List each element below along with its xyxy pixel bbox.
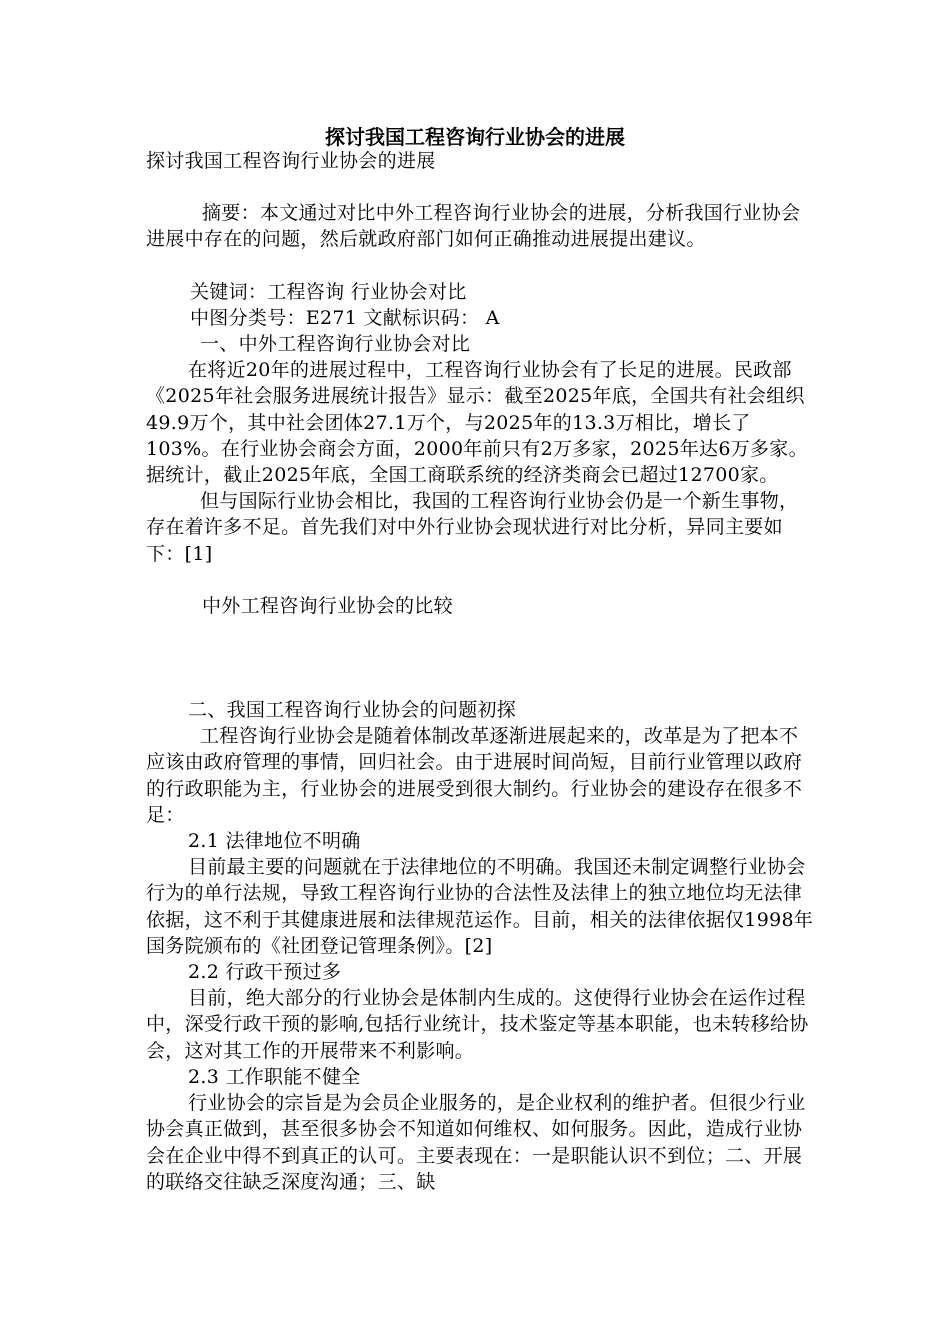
subsection-2-2-text: 目前，绝大部分的行业协会是体制内生成的。这使得行业协会在运作过程中，深受行政干预的影响,包括行业统计，技术鉴定等基本职能，也未转移给协会，这对其工作的开展带来不利影响。 <box>146 987 809 1062</box>
spacer <box>146 567 816 593</box>
classification-line: 中图分类号：E271 文献标识码： A <box>190 306 500 329</box>
section-1-paragraph-1: 在将近20年的进展过程中，工程咨询行业协会有了长足的进展。民政部《2025年社会服务进展统计报告》显示：截至2025年底，全国共有社会组织49.9万个，其中社会团体27.1万个，与2025年的13.3万相比，增长了103%。在行业协会商会方面，2000年前只有2万多家，2025年达6万多家。据统计，截止2025年底，全国工商联系统的经济类商会已超过12700家。 <box>146 359 808 487</box>
subsection-2-3-heading: 2.3 工作职能不健全 <box>188 1065 361 1088</box>
abstract-paragraph: 摘要：本文通过对比中外工程咨询行业协会的进展，分析我国行业协会进展中存在的问题，然后就政府部门如何正确推动进展提出建议。 <box>146 202 801 251</box>
subsection-2-2-heading: 2.2 行政干预过多 <box>188 961 342 984</box>
table-placeholder <box>146 619 816 697</box>
section-2-heading: 二、我国工程咨询行业协会的问题初探 <box>188 699 517 722</box>
document-subtitle: 探讨我国工程咨询行业协会的进展 <box>146 150 436 172</box>
document-body <box>146 148 816 1195</box>
table-caption: 中外工程咨询行业协会的比较 <box>202 594 453 617</box>
section-1-paragraph-2: 但与国际行业协会相比，我国的工程咨询行业协会仍是一个新生事物，存在着许多不足。首先我们对中外行业协会现状进行对比分析，异同主要如下：[1] <box>146 490 799 565</box>
section-2-paragraph-1: 工程咨询行业协会是随着体制改革逐渐进展起来的，改革是为了把本不应该由政府管理的事情，回归社会。由于进展时间尚短，目前行业管理以政府的行政职能为主，行业协会的进展受到很大制约。行业协会的建设存在很多不足： <box>146 725 803 826</box>
subsection-2-1-heading: 2.1 法律地位不明确 <box>188 830 361 853</box>
section-1-heading: 一、中外工程咨询行业协会对比 <box>200 333 471 356</box>
keywords-line: 关键词：工程咨询 行业协会对比 <box>190 280 467 303</box>
spacer <box>146 253 816 279</box>
document-title: 探讨我国工程咨询行业协会的进展 <box>325 125 625 149</box>
subsection-2-1-text: 目前最主要的问题就在于法律地位的不明确。我国还未制定调整行业协会行为的单行法规，导致工程咨询行业协的合法性及法律上的独立地位均无法律依据，这不利于其健康进展和法律规范运作。目前，相关的法律依据仅1998年国务院颁布的《社团登记管理条例》。[2] <box>146 856 814 957</box>
spacer <box>146 174 816 200</box>
subsection-2-3-text: 行业协会的宗旨是为会员企业服务的，是企业权利的维护者。但很少行业协会真正做到，甚至很多协会不知道如何维权、如何服务。因此，造成行业协会在企业中得不到真正的认可。主要表现在：一是职能认识不到位；二、开展的联络交往缺乏深度沟通；三、缺 <box>146 1092 806 1193</box>
